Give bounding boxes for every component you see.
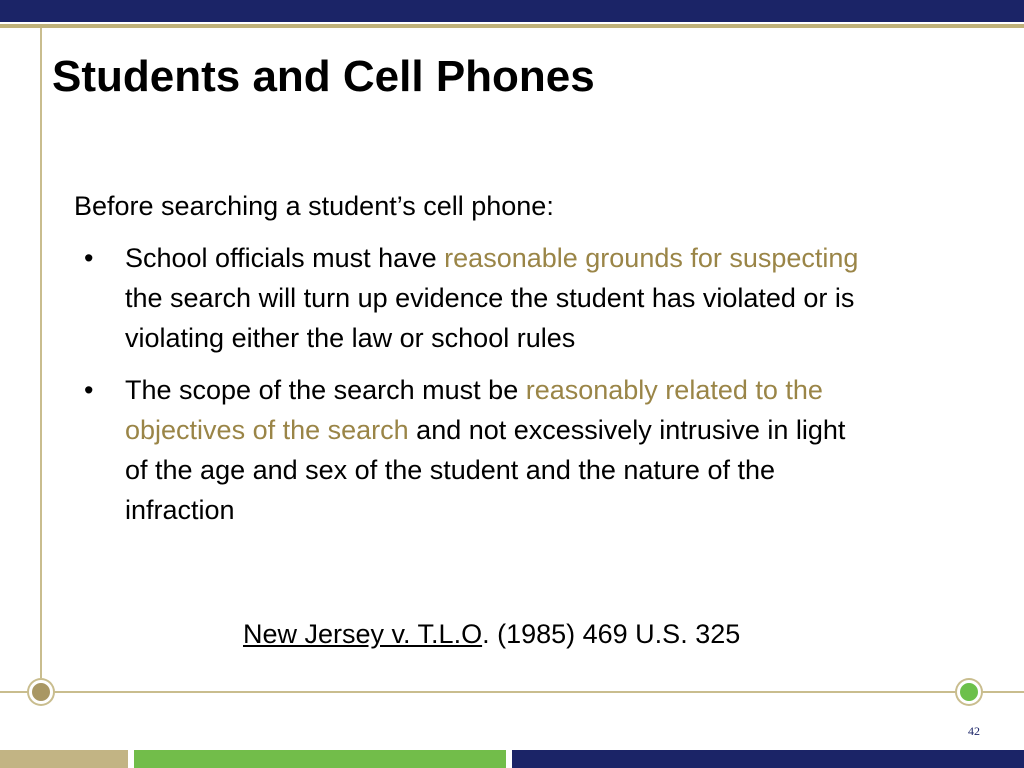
bullet-text: The scope of the search must be (125, 375, 526, 405)
intro-text: Before searching a student’s cell phone: (74, 191, 554, 221)
bullet-highlight: reasonable grounds for suspecting (444, 243, 859, 273)
gold-circle-icon (29, 680, 53, 704)
bullet-text: School officials must have (125, 243, 445, 273)
bullet-list (74, 238, 874, 530)
top-navy-band (0, 0, 1024, 22)
bottom-bar-navy (512, 750, 1024, 768)
bullet-item-reasonable-grounds (74, 238, 864, 358)
case-citation (243, 614, 740, 654)
bullet-highlight: reasonably related to the objectives of the search (125, 375, 823, 445)
citation-details: . (1985) 469 U.S. 325 (482, 619, 741, 649)
bullet-item-search-scope (74, 370, 864, 530)
left-vertical-rule (40, 28, 42, 678)
bullet-text: and not excessively intrusive in light of the age and sex of the student and the nature of the infraction (125, 415, 846, 525)
slide-title: Students and Cell Phones (52, 52, 595, 101)
bullet-icon: • (84, 243, 94, 273)
bullet-icon: • (84, 375, 94, 405)
bottom-bar-gold (0, 750, 128, 768)
case-name-link: New Jersey v. T.L.O (243, 619, 483, 649)
green-circle-icon (957, 680, 981, 704)
bottom-bar-green (134, 750, 506, 768)
top-gold-rule (0, 24, 1024, 28)
bottom-horizontal-rule (0, 691, 1024, 693)
slide-body (74, 186, 874, 542)
page-number: 42 (968, 724, 980, 738)
bullet-text: the search will turn up evidence the student has violated or is violating either the law or school rules (125, 283, 855, 353)
